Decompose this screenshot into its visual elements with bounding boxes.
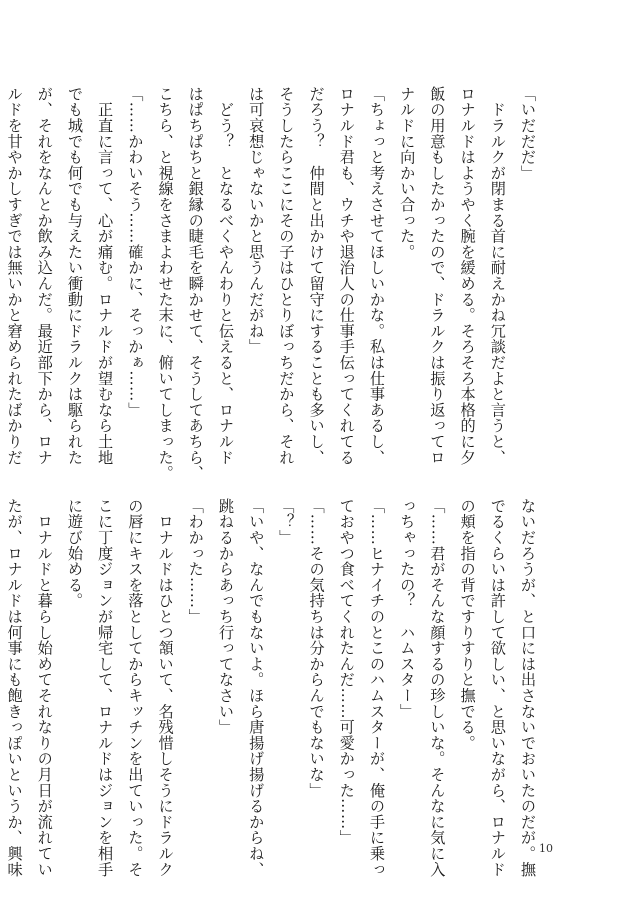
text-line: 「わかった……」 xyxy=(186,498,205,625)
text-line: 「……その気持ちは分からんでもないな」 xyxy=(307,498,326,799)
text-line: ルドを甘やかしすぎでは無いかと窘められたばかりだ xyxy=(5,86,24,466)
text-line: は可哀想じゃないかと思うんだがね」 xyxy=(247,86,266,355)
text-line: ナルドに向かい合った。 xyxy=(398,86,417,260)
text-line: っちゃったの？ ハムスター」 xyxy=(398,498,417,720)
text-line: 「ちょっと考えさせてほしいかな。私は仕事あるし、 xyxy=(367,86,386,466)
text-line: こに丁度ジョンが帰宅して、ロナルドはジョンを相手 xyxy=(96,498,115,878)
text-line: 「……君がそんな顔するの珍しいな。そんなに気に入 xyxy=(428,498,447,878)
text-line: ロナルド君も、ウチや退治人の仕事手伝ってくれてる xyxy=(337,86,356,466)
page-number: 10 xyxy=(539,842,553,855)
text-line: 跳ねるからあっち行ってなさい」 xyxy=(216,498,235,735)
text-line: でも城でも何でも与えたい衝動にドラルクは駆られた xyxy=(65,86,84,466)
text-line: ロナルドはひとつ頷いて、名残惜しそうにドラルク xyxy=(156,498,175,878)
text-line: こちら、と視線をさまよわせた末に、俯いてしまった。 xyxy=(156,86,175,481)
text-line: 「いだだだ」 xyxy=(519,86,537,181)
text-line: ドラルクが閉まる首に耐えかね冗談だよと言うと、 xyxy=(488,86,507,466)
text-line: ないだろうが、と口には出さないでおいたのだが。撫 xyxy=(519,498,537,878)
text-line: 飯の用意もしたかったので、ドラルクは振り返ってロ xyxy=(428,86,447,466)
lower-text-block xyxy=(5,498,543,878)
text-line: 「……かわいそう……確かに、そっかぁ……」 xyxy=(126,86,145,418)
text-line: 「いや、なんでもないよ。ほら唐揚げ揚げるからね、 xyxy=(247,498,266,878)
text-line: だろう？ 仲間と出かけて留守にすることも多いし、 xyxy=(307,86,326,466)
text-line: ロナルドはようやく腕を緩める。そろそろ本格的に夕 xyxy=(458,86,477,466)
text-line: に遊び始める。 xyxy=(65,498,84,609)
text-line: どう？ となるべくやんわりと伝えると、ロナルド xyxy=(216,86,235,466)
text-line: ておやつ食べてくれたんだ……可愛かった……」 xyxy=(337,498,356,846)
text-line: ロナルドと暮らし始めてそれなりの月日が流れてい xyxy=(35,498,54,878)
upper-text-block xyxy=(5,86,543,481)
text-line: はぱちぱちと銀縁の睫毛を瞬かせて、そうしてあちら、 xyxy=(186,86,205,481)
text-line: 「……ヒナイチのとこのハムスターが、俺の手に乗っ xyxy=(367,498,386,878)
text-line: の頬を指の背ですりすりと撫でる。 xyxy=(458,498,477,751)
text-line: の唇にキスを落としてからキッチンを出ていった。そ xyxy=(126,498,145,878)
text-line: 「？」 xyxy=(277,498,296,546)
text-line: そうしたらここにその子はひとりぼっちだから、それ xyxy=(277,86,296,466)
text-line: 正直に言って、心が痛む。ロナルドが望むなら土地 xyxy=(96,86,115,466)
text-line: たが、ロナルドは何事にも飽きっぽいというか、興味 xyxy=(5,498,24,878)
text-line: が、それをなんとか飲み込んだ。最近部下から、ロナ xyxy=(35,86,54,466)
text-line: でるくらいは許して欲しい、と思いながら、ロナルド xyxy=(488,498,507,878)
